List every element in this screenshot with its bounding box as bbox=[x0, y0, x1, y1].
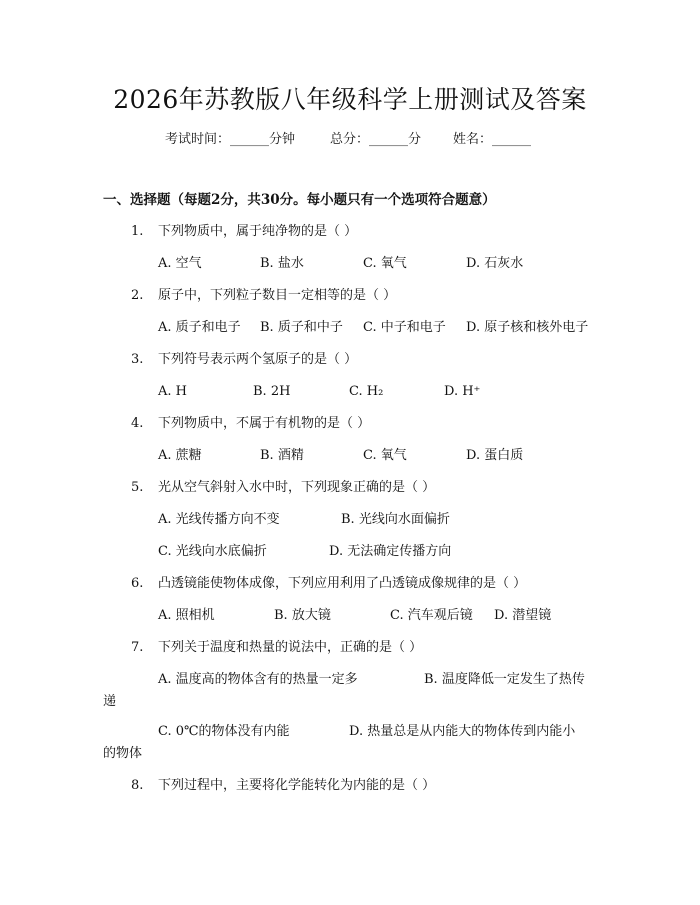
question-text: 凸透镜能使物体成像，下列应用利用了凸透镜成像规律的是（ ） bbox=[158, 576, 527, 591]
question-number: 3. bbox=[131, 352, 144, 367]
option-a: A. 温度高的物体含有的热量一定多 bbox=[158, 672, 358, 687]
option-a: A. H bbox=[158, 384, 187, 399]
question-text: 原子中，下列粒子数目一定相等的是（ ） bbox=[158, 288, 397, 303]
option-b: B. 质子和中子 bbox=[260, 320, 343, 335]
option-b-continuation: 递 bbox=[103, 694, 117, 709]
question-text: 下列物质中，不属于有机物的是（ ） bbox=[158, 416, 371, 431]
option-c: C. 0℃的物体没有内能 bbox=[158, 724, 290, 739]
option-a: A. 空气 bbox=[158, 256, 202, 271]
option-d: D. 石灰水 bbox=[466, 256, 524, 271]
option-c: C. 中子和电子 bbox=[363, 320, 446, 335]
option-b: B. 2H bbox=[253, 384, 291, 399]
option-d: D. 热量总是从内能大的物体传到内能小 bbox=[349, 724, 576, 739]
option-d: D. 蛋白质 bbox=[466, 448, 524, 463]
question-number: 2. bbox=[131, 288, 144, 303]
option-c: C. 氧气 bbox=[363, 256, 407, 271]
option-d: D. H⁺ bbox=[444, 384, 481, 399]
question-text: 下列关于温度和热量的说法中，正确的是（ ） bbox=[158, 640, 423, 655]
option-b: B. 放大镜 bbox=[274, 608, 331, 623]
question-text: 下列物质中，属于纯净物的是（ ） bbox=[158, 224, 358, 239]
option-a: A. 光线传播方向不变 bbox=[158, 512, 280, 527]
option-b: B. 温度降低一定发生了热传 bbox=[424, 672, 585, 687]
option-c: C. 氧气 bbox=[363, 448, 407, 463]
option-b: B. 光线向水面偏折 bbox=[341, 512, 450, 527]
page-title: 2026年苏教版八年级科学上册测试及答案 bbox=[113, 85, 587, 114]
question-text: 光从空气斜射入水中时，下列现象正确的是（ ） bbox=[158, 480, 436, 495]
exam-time-field: 考试时间：______分钟 bbox=[165, 132, 296, 147]
option-a: A. 质子和电子 bbox=[158, 320, 241, 335]
option-d: D. 潜望镜 bbox=[494, 608, 552, 623]
option-b: B. 酒精 bbox=[260, 448, 304, 463]
student-name-field: 姓名：______ bbox=[453, 132, 532, 147]
option-b: B. 盐水 bbox=[260, 256, 304, 271]
section-title: 一、选择题（每题2分，共30分。每小题只有一个选项符合题意） bbox=[103, 192, 496, 208]
option-c: C. H₂ bbox=[349, 384, 384, 399]
question-number: 8. bbox=[131, 778, 144, 793]
option-c: C. 光线向水底偏折 bbox=[158, 544, 267, 559]
question-number: 6. bbox=[131, 576, 144, 591]
option-d-continuation: 的物体 bbox=[103, 746, 143, 761]
option-a: A. 照相机 bbox=[158, 608, 215, 623]
question-number: 5. bbox=[131, 480, 144, 495]
total-score-field: 总分：______分 bbox=[330, 132, 422, 147]
option-a: A. 蔗糖 bbox=[158, 448, 202, 463]
question-number: 7. bbox=[131, 640, 144, 655]
question-number: 1. bbox=[131, 224, 144, 239]
question-text: 下列过程中，主要将化学能转化为内能的是（ ） bbox=[158, 778, 436, 793]
question-number: 4. bbox=[131, 416, 144, 431]
question-text: 下列符号表示两个氢原子的是（ ） bbox=[158, 352, 358, 367]
option-c: C. 汽车观后镜 bbox=[390, 608, 473, 623]
option-d: D. 无法确定传播方向 bbox=[329, 544, 452, 559]
option-d: D. 原子核和核外电子 bbox=[466, 320, 589, 335]
